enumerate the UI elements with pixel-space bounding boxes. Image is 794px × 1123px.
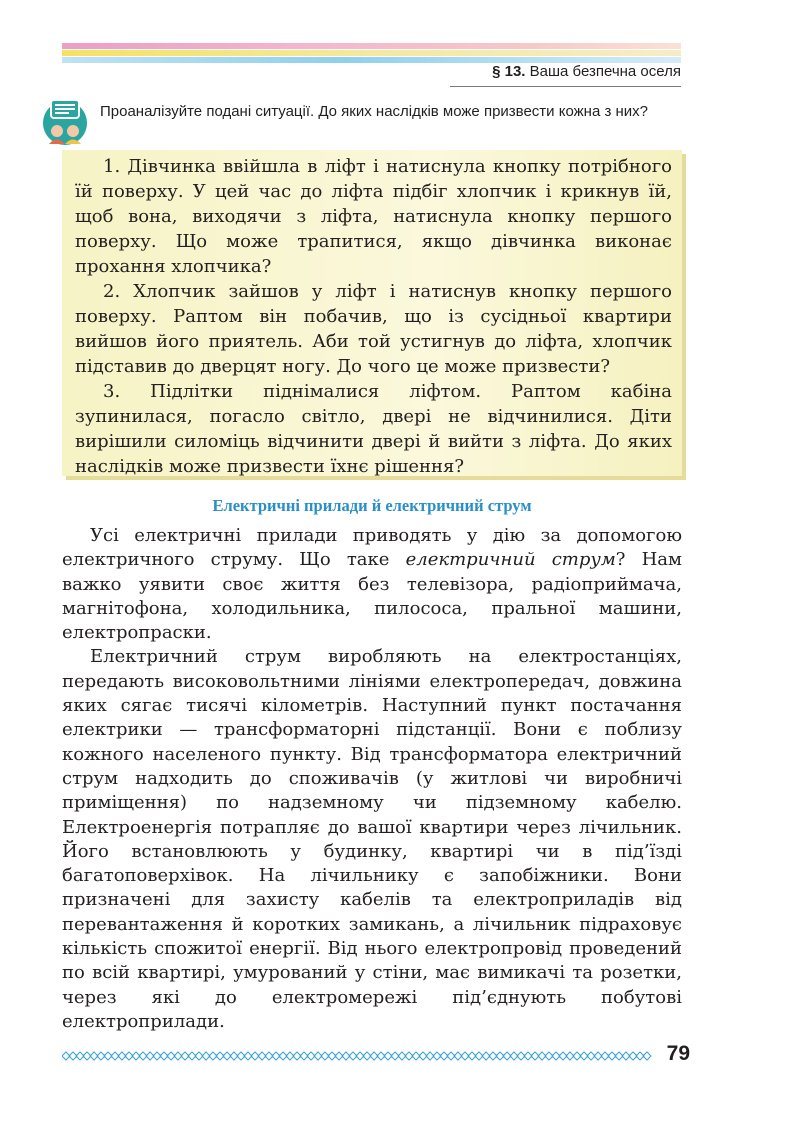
paragraph-1: Усі електричні прилади приводять у дію за допомогою електричного струму. Що таке електричний струм? Нам важко уявити своє життя без телевізора, радіоприймача, магнітофона, холодильника, пилососа, пральної машини, електропраски. (62, 525, 682, 644)
header-rule (450, 86, 681, 87)
section-running-title: Ваша безпечна оселя (529, 63, 681, 80)
header-color-stripes (62, 43, 681, 63)
page-number: 79 (666, 1042, 690, 1065)
diamond-chain-icon (62, 1048, 654, 1062)
running-header (450, 63, 681, 80)
term-electric-current: електричний струм (405, 549, 616, 571)
section-heading: Електричні прилади й електричний струм (212, 496, 532, 515)
body-text (62, 524, 682, 1034)
discussion-icon (40, 96, 90, 146)
paragraph-2: Електричний струм виробляють на електростанціях, передають високовольтними лініями електропередач, довжина яких сягає тисячі кілометрів. Наступний пункт постачання електрики — трансформаторні підстанції. Вони є поблизу кожного населеного пункту. Від трансформатора електричний струм надходить до споживачів (у житлові чи виробничі приміщення) по надземному чи підземному кабелю. Електроенергія потрапляє до вашої квартири через лічильник. Його встановлюють у будинку, квартирі чи в під’їзді багатоповерхівок. На лічильнику є запобіжники. Вони призначені для захисту кабелів та електроприладів від перевантаження й коротких замикань, а лічильник підраховує кількість спожитої енергії. Від нього електропровід проведений по всій квартирі, умурований у стіни, має вимикачі та розетки, через які до електромережі під’єднують побутові електроприлади. (62, 646, 682, 1032)
section-number: § 13. (492, 63, 526, 80)
situation-3: 3. Підлітки піднімалися ліфтом. Раптом кабіна зупинилася, погасло світло, двері не відчинилися. Діти вирішили силоміць відчинити двері й вийти з ліфта. До яких наслідків може призвести їхнє рішення? (75, 381, 672, 477)
task-situations (75, 154, 672, 479)
situation-1: 1. Дівчинка ввійшла в ліфт і натиснула кнопку потрібного їй поверху. У цей час до ліфта підбіг хлопчик і крикнув їй, щоб вона, виходячи з ліфта, натиснула кнопку першого поверху. Що може трапитися, якщо дівчинка виконає прохання хлопчика? (75, 156, 672, 277)
task-intro: Проаналізуйте подані ситуації. До яких наслідків може призвести кожна з них? (100, 103, 649, 120)
situation-2: 2. Хлопчик зайшов у ліфт і натиснув кнопку першого поверху. Раптом він побачив, що із сусідньої квартири вийшов його приятель. Аби той устигнув до ліфта, хлопчик підставив до дверцят ногу. До чого це може призвести? (75, 281, 672, 377)
